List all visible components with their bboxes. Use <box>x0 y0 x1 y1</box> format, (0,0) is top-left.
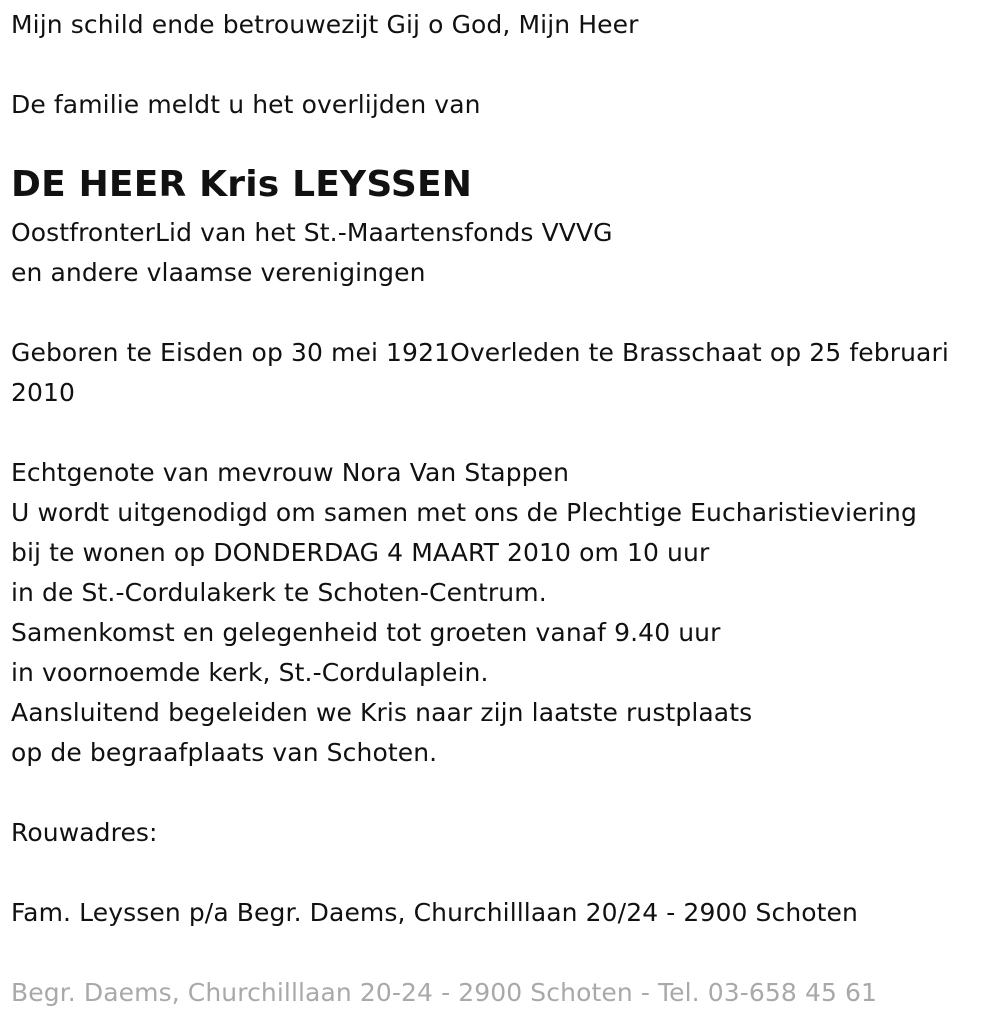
intro-text: De familie meldt u het overlijden van <box>11 90 481 119</box>
spouse-line: Echtgenote van mevrouw Nora Van Stappen <box>11 458 570 487</box>
deceased-name: DE HEER Kris LEYSSEN <box>11 164 473 205</box>
ceremony-line-4: Samenkomst en gelegenheid tot groeten vanaf 9.40 uur <box>11 618 721 647</box>
ceremony-line-6: Aansluitend begeleiden we Kris naar zijn laatste rustplaats <box>11 698 753 727</box>
affiliation-line-1: OostfronterLid van het St.-Maartensfonds VVVG <box>11 218 613 247</box>
affiliation-line-2: en andere vlaamse verenigingen <box>11 258 426 287</box>
address-label: Rouwadres: <box>11 818 158 847</box>
ceremony-line-2: bij te wonen op DONDERDAG 4 MAART 2010 om 10 uur <box>11 538 710 567</box>
birth-death-line-2: 2010 <box>11 378 76 407</box>
ceremony-line-7: op de begraafplaats van Schoten. <box>11 738 438 767</box>
ceremony-line-3: in de St.-Cordulakerk te Schoten-Centrum. <box>11 578 547 607</box>
mourning-address: Fam. Leyssen p/a Begr. Daems, Churchilllaan 20/24 - 2900 Schoten <box>11 898 858 927</box>
motto: Mijn schild ende betrouwezijt Gij o God, Mijn Heer <box>11 10 639 39</box>
birth-death-line-1: Geboren te Eisden op 30 mei 1921Overleden te Brasschaat op 25 februari <box>11 338 949 367</box>
footer-contact: Begr. Daems, Churchilllaan 20-24 - 2900 Schoten - Tel. 03-658 45 61 <box>11 978 878 1007</box>
ceremony-line-1: U wordt uitgenodigd om samen met ons de Plechtige Eucharistieviering <box>11 498 917 527</box>
ceremony-line-5: in voornoemde kerk, St.-Cordulaplein. <box>11 658 489 687</box>
